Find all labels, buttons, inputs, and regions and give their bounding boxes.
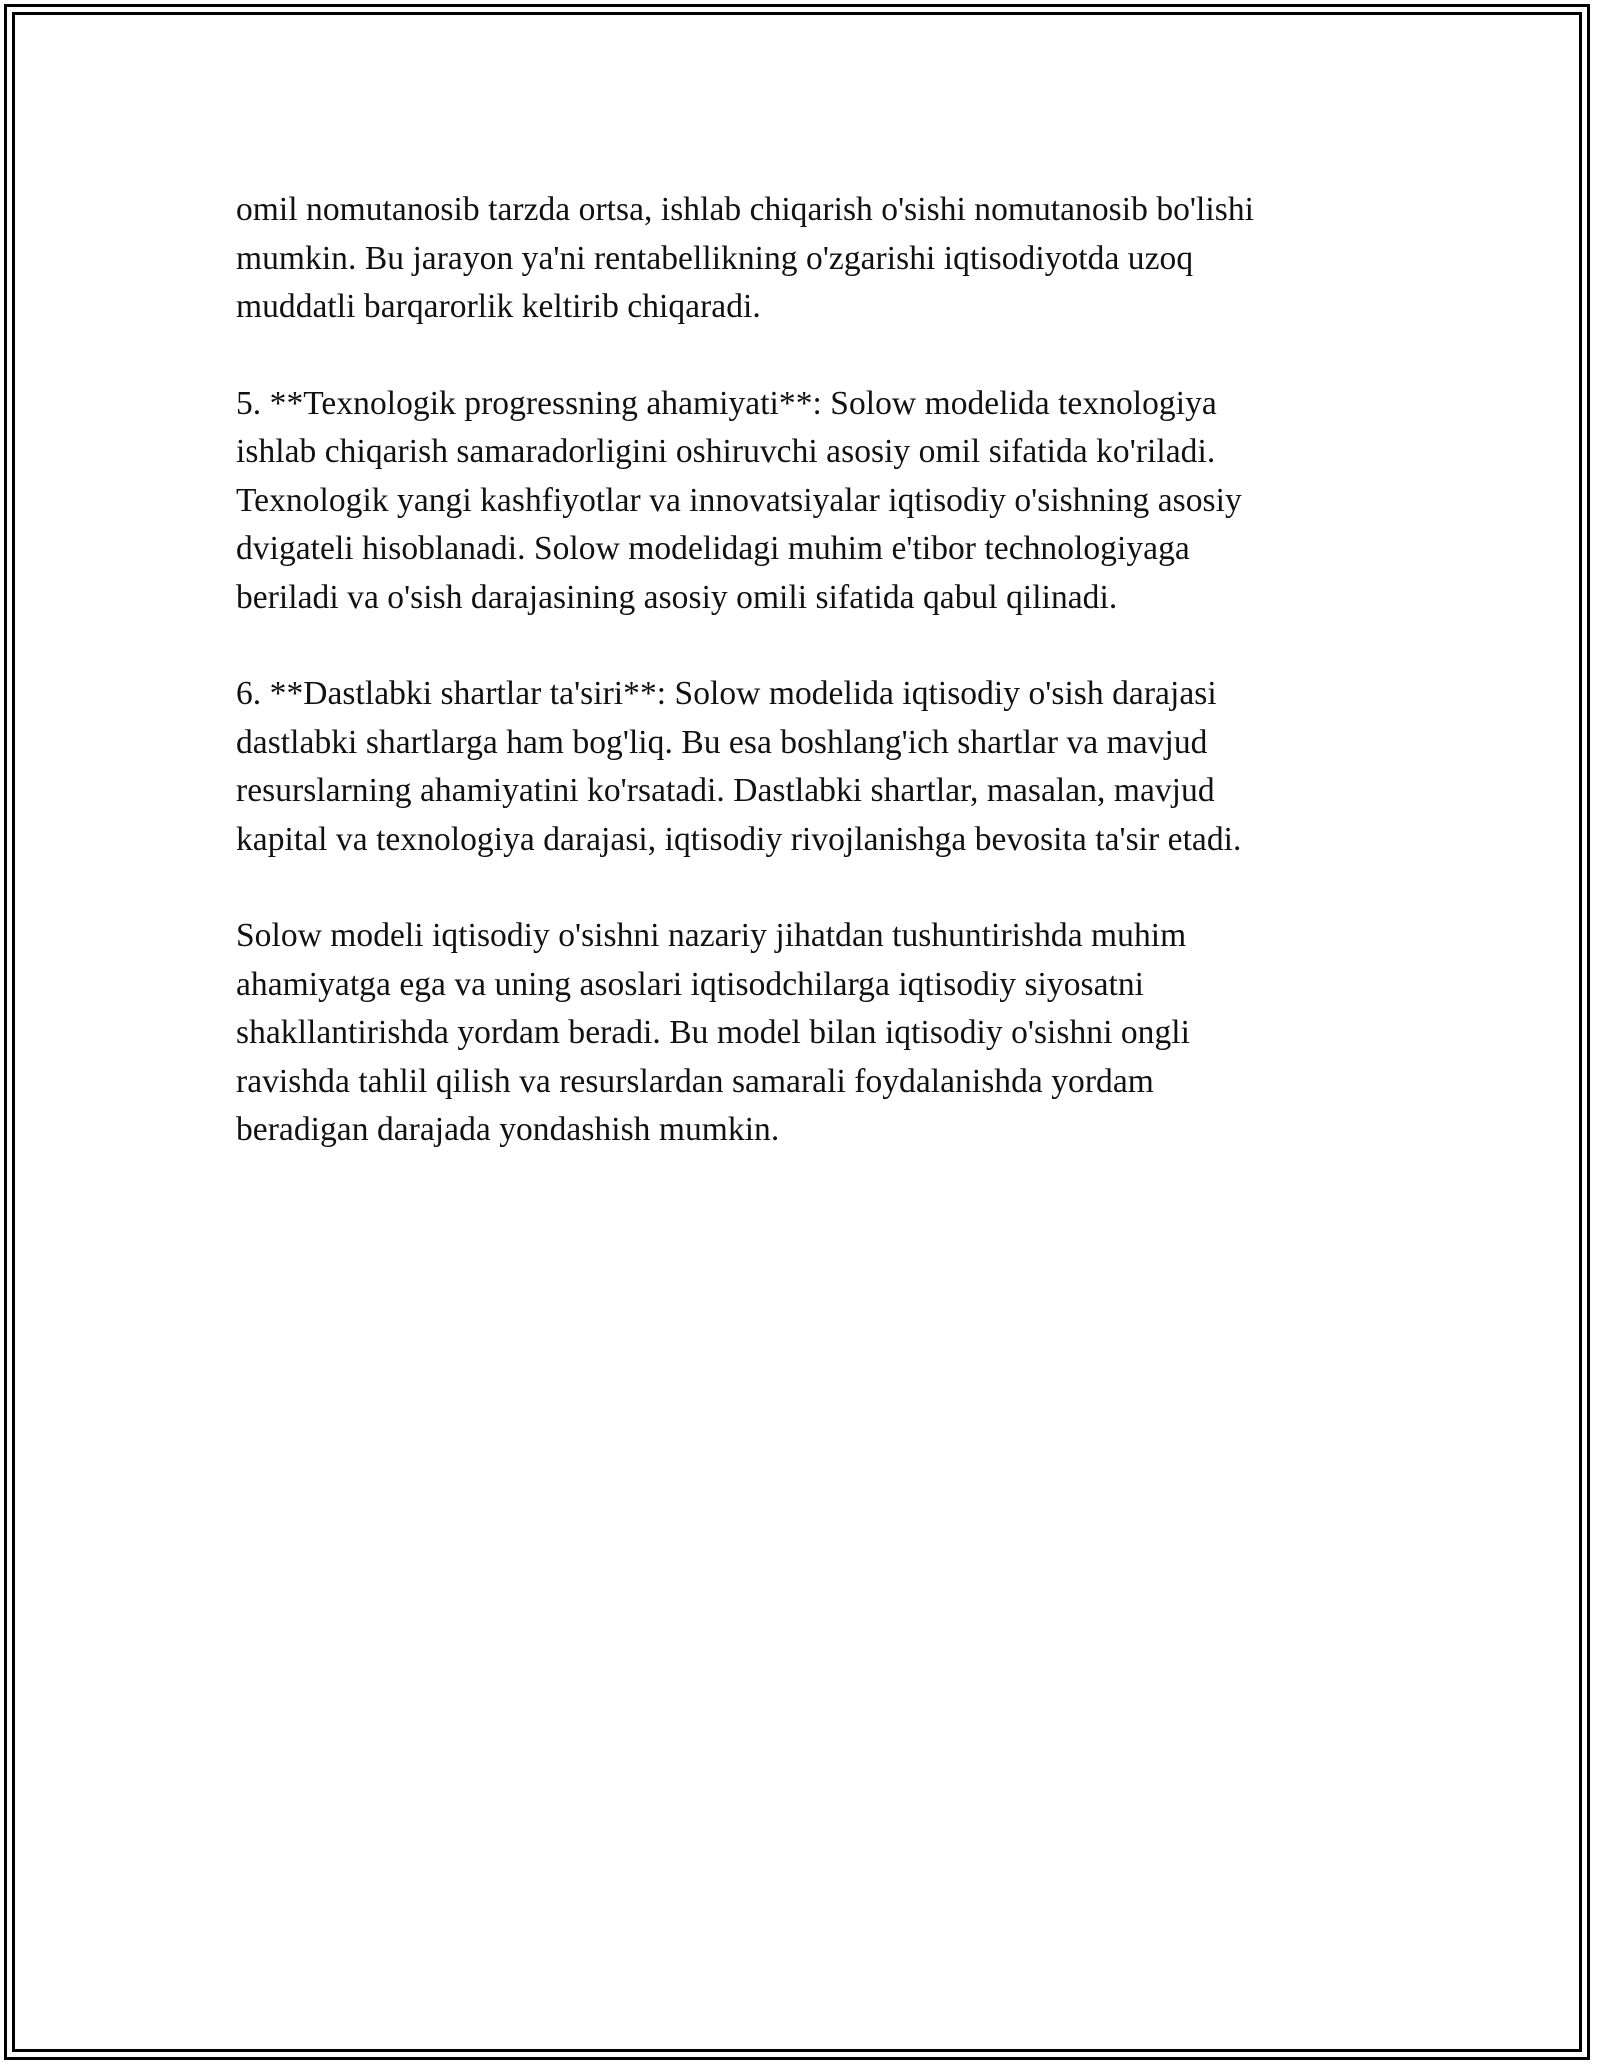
text-line: resurslarning ahamiyatini ko'rsatadi. Dastlabki shartlar, masalan, mavjud bbox=[236, 772, 1215, 809]
paragraph-conclusion bbox=[236, 912, 1366, 1155]
text-line: beriladi va o'sish darajasining asosiy omili sifatida qabul qilinadi. bbox=[236, 578, 1118, 616]
paragraph-technological-progress bbox=[236, 380, 1366, 623]
text-line: ahamiyatga ega va uning asoslari iqtisodchilarga iqtisodiy siyosatni bbox=[236, 965, 1145, 1003]
text-line: 6. **Dastlabki shartlar ta'siri**: Solow modelida iqtisodiy o'sish darajasi bbox=[236, 675, 1217, 712]
text-line: Solow modeli iqtisodiy o'sishni nazariy jihatdan tushuntirishda muhim bbox=[236, 917, 1187, 954]
document-body bbox=[236, 186, 1366, 1203]
text-line: omil nomutanosib tarzda ortsa, ishlab chiqarish o'sishi nomutanosib bo'lishi bbox=[236, 191, 1254, 228]
text-line: kapital va texnologiya darajasi, iqtisodiy rivojlanishga bevosita ta'sir etadi. bbox=[236, 820, 1242, 858]
text-line: muddatli barqarorlik keltirib chiqaradi. bbox=[236, 288, 761, 325]
text-line: Texnologik yangi kashfiyotlar va innovatsiyalar iqtisodiy o'sishning asosiy bbox=[236, 481, 1242, 519]
paragraph-initial-conditions bbox=[236, 670, 1366, 864]
text-line: mumkin. Bu jarayon ya'ni rentabellikning o'zgarishi iqtisodiyotda uzoq bbox=[236, 239, 1194, 277]
text-line: 5. **Texnologik progressning ahamiyati**: Solow modelida texnologiya bbox=[236, 384, 1217, 422]
paragraph-continuation bbox=[236, 186, 1366, 332]
text-line: ishlab chiqarish samaradorligini oshiruvchi asosiy omil sifatida ko'riladi. bbox=[236, 433, 1216, 470]
text-line: shakllantirishda yordam beradi. Bu model bilan iqtisodiy o'sishni ongli bbox=[236, 1014, 1190, 1051]
text-line: dvigateli hisoblanadi. Solow modelidagi muhim e'tibor technologiyaga bbox=[236, 530, 1190, 567]
text-line: beradigan darajada yondashish mumkin. bbox=[236, 1111, 780, 1148]
text-line: ravishda tahlil qilish va resurslardan samarali foydalanishda yordam bbox=[236, 1062, 1154, 1100]
text-line: dastlabki shartlarga ham bog'liq. Bu esa boshlang'ich shartlar va mavjud bbox=[236, 723, 1208, 761]
